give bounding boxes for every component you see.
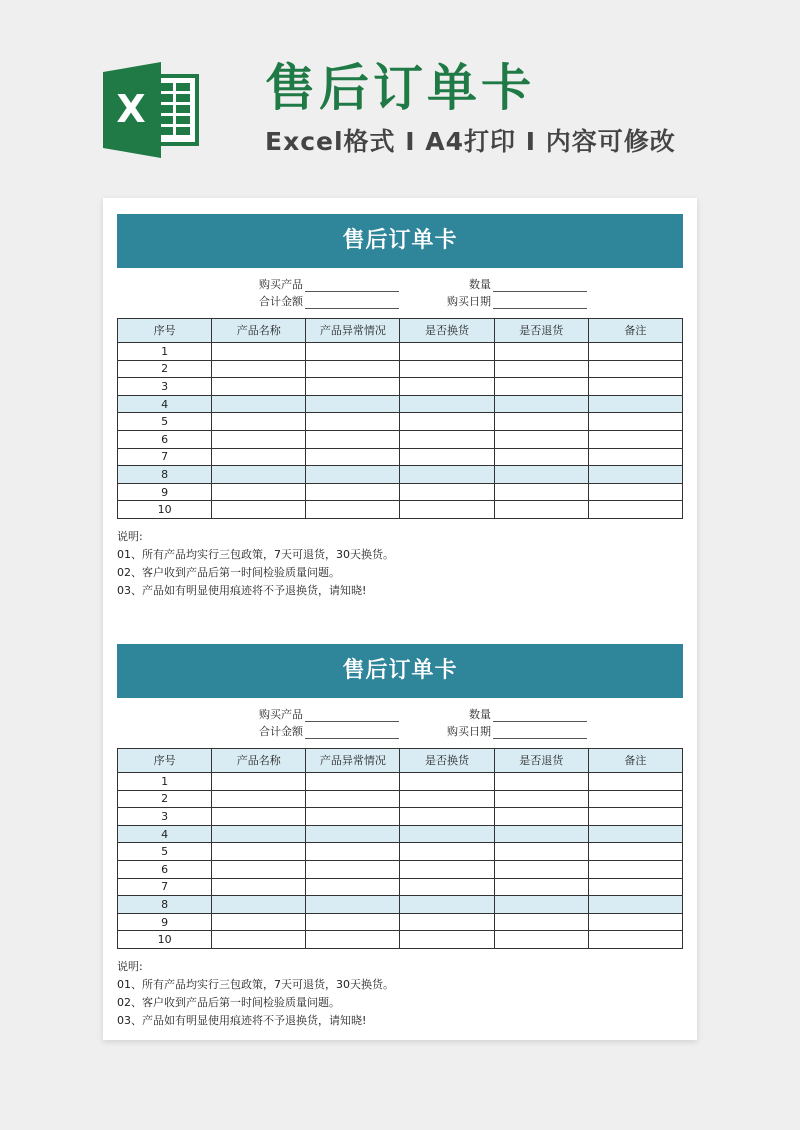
row-index: 6	[118, 860, 212, 878]
cell[interactable]	[306, 395, 400, 413]
order-fields	[117, 698, 683, 748]
note-item: 03、产品如有明显使用痕迹将不予退换货，请知晓!	[117, 1013, 367, 1027]
cell[interactable]	[588, 773, 682, 791]
cell[interactable]	[212, 913, 306, 931]
product-input-line[interactable]	[305, 707, 399, 722]
row-index: 9	[118, 483, 212, 501]
cell[interactable]	[588, 501, 682, 519]
col-header: 是否退货	[494, 749, 588, 773]
cell[interactable]	[212, 773, 306, 791]
quantity-field[interactable]	[417, 705, 587, 722]
order-card-2	[117, 644, 683, 1030]
total-field[interactable]	[227, 722, 399, 739]
row-index: 5	[118, 843, 212, 861]
cell[interactable]	[588, 395, 682, 413]
row-index: 10	[118, 931, 212, 949]
date-field[interactable]	[417, 722, 587, 739]
total-input-line[interactable]	[305, 724, 399, 739]
cell[interactable]	[400, 825, 494, 843]
cell[interactable]	[494, 878, 588, 896]
cell[interactable]	[588, 878, 682, 896]
table-row	[118, 448, 683, 466]
cell[interactable]	[212, 825, 306, 843]
row-index: 4	[118, 395, 212, 413]
cell[interactable]	[494, 360, 588, 378]
quantity-input-line[interactable]	[493, 277, 587, 292]
col-header: 是否换货	[400, 319, 494, 343]
product-field[interactable]	[227, 705, 399, 722]
card-banner-title: 售后订单卡	[117, 214, 683, 268]
notes-heading: 说明:	[117, 959, 143, 973]
row-index: 1	[118, 343, 212, 361]
note-item: 02、客户收到产品后第一时间检验质量问题。	[117, 995, 340, 1009]
cell[interactable]	[212, 860, 306, 878]
cell[interactable]	[400, 913, 494, 931]
note-item: 01、所有产品均实行三包政策，7天可退货，30天换货。	[117, 547, 394, 561]
cell[interactable]	[212, 448, 306, 466]
svg-text:X: X	[116, 87, 146, 131]
cell[interactable]	[400, 896, 494, 914]
cell[interactable]	[306, 501, 400, 519]
col-header: 产品异常情况	[306, 319, 400, 343]
cell[interactable]	[306, 448, 400, 466]
cell[interactable]	[212, 790, 306, 808]
cell[interactable]	[306, 878, 400, 896]
row-index: 3	[118, 378, 212, 396]
row-index: 2	[118, 790, 212, 808]
product-input-line[interactable]	[305, 277, 399, 292]
cell[interactable]	[212, 360, 306, 378]
table-row	[118, 501, 683, 519]
cell[interactable]	[306, 860, 400, 878]
excel-logo-icon	[103, 60, 203, 160]
row-index: 9	[118, 913, 212, 931]
cell[interactable]	[306, 843, 400, 861]
cell[interactable]	[588, 430, 682, 448]
notes-section	[117, 519, 683, 600]
cell[interactable]	[212, 378, 306, 396]
table-row	[118, 378, 683, 396]
cell[interactable]	[400, 378, 494, 396]
cell[interactable]	[400, 395, 494, 413]
table-row	[118, 413, 683, 431]
hero-title: 售后订单卡	[265, 59, 535, 117]
cell[interactable]	[400, 843, 494, 861]
cell[interactable]	[494, 483, 588, 501]
table-row	[118, 825, 683, 843]
cell[interactable]	[212, 808, 306, 826]
col-header: 是否退货	[494, 319, 588, 343]
product-label: 购买产品	[259, 708, 303, 721]
table-row	[118, 483, 683, 501]
row-index: 7	[118, 878, 212, 896]
table-row	[118, 430, 683, 448]
cell[interactable]	[306, 343, 400, 361]
table-row	[118, 931, 683, 949]
col-header: 产品名称	[212, 749, 306, 773]
col-header: 备注	[588, 749, 682, 773]
order-fields	[117, 268, 683, 318]
cell[interactable]	[494, 860, 588, 878]
row-index: 2	[118, 360, 212, 378]
cell[interactable]	[212, 430, 306, 448]
table-header-row	[118, 749, 683, 773]
table-row	[118, 808, 683, 826]
cell[interactable]	[306, 913, 400, 931]
cell[interactable]	[212, 501, 306, 519]
cell[interactable]	[400, 343, 494, 361]
cell[interactable]	[306, 413, 400, 431]
cell[interactable]	[400, 773, 494, 791]
cell[interactable]	[306, 360, 400, 378]
date-input-line[interactable]	[493, 294, 587, 309]
table-row	[118, 843, 683, 861]
cell[interactable]	[494, 466, 588, 484]
col-header: 序号	[118, 749, 212, 773]
date-field[interactable]	[417, 292, 587, 309]
cell[interactable]	[494, 843, 588, 861]
row-index: 5	[118, 413, 212, 431]
cell[interactable]	[494, 378, 588, 396]
col-header: 产品名称	[212, 319, 306, 343]
quantity-input-line[interactable]	[493, 707, 587, 722]
product-label: 购买产品	[259, 278, 303, 291]
cell[interactable]	[306, 896, 400, 914]
cell[interactable]	[306, 466, 400, 484]
col-header: 备注	[588, 319, 682, 343]
note-item: 01、所有产品均实行三包政策，7天可退货，30天换货。	[117, 977, 394, 991]
cell[interactable]	[212, 395, 306, 413]
cell[interactable]	[212, 878, 306, 896]
order-table	[117, 318, 683, 519]
cell[interactable]	[494, 501, 588, 519]
cell[interactable]	[212, 413, 306, 431]
cell[interactable]	[400, 931, 494, 949]
cell[interactable]	[400, 790, 494, 808]
row-index: 4	[118, 825, 212, 843]
col-header: 序号	[118, 319, 212, 343]
notes-section	[117, 949, 683, 1030]
cell[interactable]	[306, 808, 400, 826]
total-field[interactable]	[227, 292, 399, 309]
cell[interactable]	[400, 466, 494, 484]
cell[interactable]	[306, 483, 400, 501]
cell[interactable]	[306, 790, 400, 808]
cell[interactable]	[400, 413, 494, 431]
cell[interactable]	[494, 413, 588, 431]
cell[interactable]	[400, 430, 494, 448]
table-row	[118, 466, 683, 484]
table-row	[118, 790, 683, 808]
cell[interactable]	[588, 860, 682, 878]
cell[interactable]	[306, 430, 400, 448]
cell[interactable]	[212, 343, 306, 361]
quantity-field[interactable]	[417, 275, 587, 292]
cell[interactable]	[588, 808, 682, 826]
note-item: 02、客户收到产品后第一时间检验质量问题。	[117, 565, 340, 579]
cell[interactable]	[494, 825, 588, 843]
table-row	[118, 395, 683, 413]
table-header-row	[118, 319, 683, 343]
date-label: 购买日期	[447, 295, 491, 308]
cell[interactable]	[306, 931, 400, 949]
card-banner-title: 售后订单卡	[117, 644, 683, 698]
cell[interactable]	[588, 466, 682, 484]
order-table	[117, 748, 683, 949]
cell[interactable]	[400, 448, 494, 466]
cell[interactable]	[400, 501, 494, 519]
cell[interactable]	[494, 931, 588, 949]
cell[interactable]	[400, 860, 494, 878]
cell[interactable]	[588, 360, 682, 378]
cell[interactable]	[494, 790, 588, 808]
total-input-line[interactable]	[305, 294, 399, 309]
cell[interactable]	[400, 878, 494, 896]
cell[interactable]	[494, 913, 588, 931]
quantity-label: 数量	[469, 708, 491, 721]
cell[interactable]	[588, 448, 682, 466]
table-row	[118, 913, 683, 931]
cell[interactable]	[494, 448, 588, 466]
cell[interactable]	[588, 825, 682, 843]
cell[interactable]	[588, 413, 682, 431]
cell[interactable]	[212, 466, 306, 484]
hero-subtitle: Excel格式 I A4打印 I 内容可修改	[265, 127, 676, 156]
total-label: 合计金额	[259, 295, 303, 308]
row-index: 1	[118, 773, 212, 791]
cell[interactable]	[588, 931, 682, 949]
col-header: 是否换货	[400, 749, 494, 773]
document-page	[103, 198, 697, 1040]
cell[interactable]	[588, 843, 682, 861]
table-row	[118, 878, 683, 896]
cell[interactable]	[306, 378, 400, 396]
total-label: 合计金额	[259, 725, 303, 738]
order-card-1	[117, 214, 683, 600]
table-row	[118, 860, 683, 878]
note-item: 03、产品如有明显使用痕迹将不予退换货，请知晓!	[117, 583, 367, 597]
product-field[interactable]	[227, 275, 399, 292]
table-row	[118, 896, 683, 914]
cell[interactable]	[494, 808, 588, 826]
row-index: 8	[118, 466, 212, 484]
cell[interactable]	[400, 483, 494, 501]
cell[interactable]	[588, 790, 682, 808]
date-label: 购买日期	[447, 725, 491, 738]
cell[interactable]	[400, 808, 494, 826]
cell[interactable]	[212, 843, 306, 861]
cell[interactable]	[212, 896, 306, 914]
cell[interactable]	[212, 483, 306, 501]
row-index: 6	[118, 430, 212, 448]
table-row	[118, 773, 683, 791]
cell[interactable]	[588, 483, 682, 501]
cell[interactable]	[494, 773, 588, 791]
date-input-line[interactable]	[493, 724, 587, 739]
cell[interactable]	[588, 378, 682, 396]
cell[interactable]	[588, 913, 682, 931]
row-index: 8	[118, 896, 212, 914]
cell[interactable]	[400, 360, 494, 378]
cell[interactable]	[494, 343, 588, 361]
table-row	[118, 360, 683, 378]
table-row	[118, 343, 683, 361]
notes-heading: 说明:	[117, 529, 143, 543]
cell[interactable]	[494, 395, 588, 413]
cell[interactable]	[588, 896, 682, 914]
cell[interactable]	[212, 931, 306, 949]
cell[interactable]	[306, 825, 400, 843]
cell[interactable]	[494, 430, 588, 448]
cell[interactable]	[494, 896, 588, 914]
row-index: 10	[118, 501, 212, 519]
row-index: 7	[118, 448, 212, 466]
quantity-label: 数量	[469, 278, 491, 291]
row-index: 3	[118, 808, 212, 826]
cell[interactable]	[306, 773, 400, 791]
col-header: 产品异常情况	[306, 749, 400, 773]
cell[interactable]	[588, 343, 682, 361]
